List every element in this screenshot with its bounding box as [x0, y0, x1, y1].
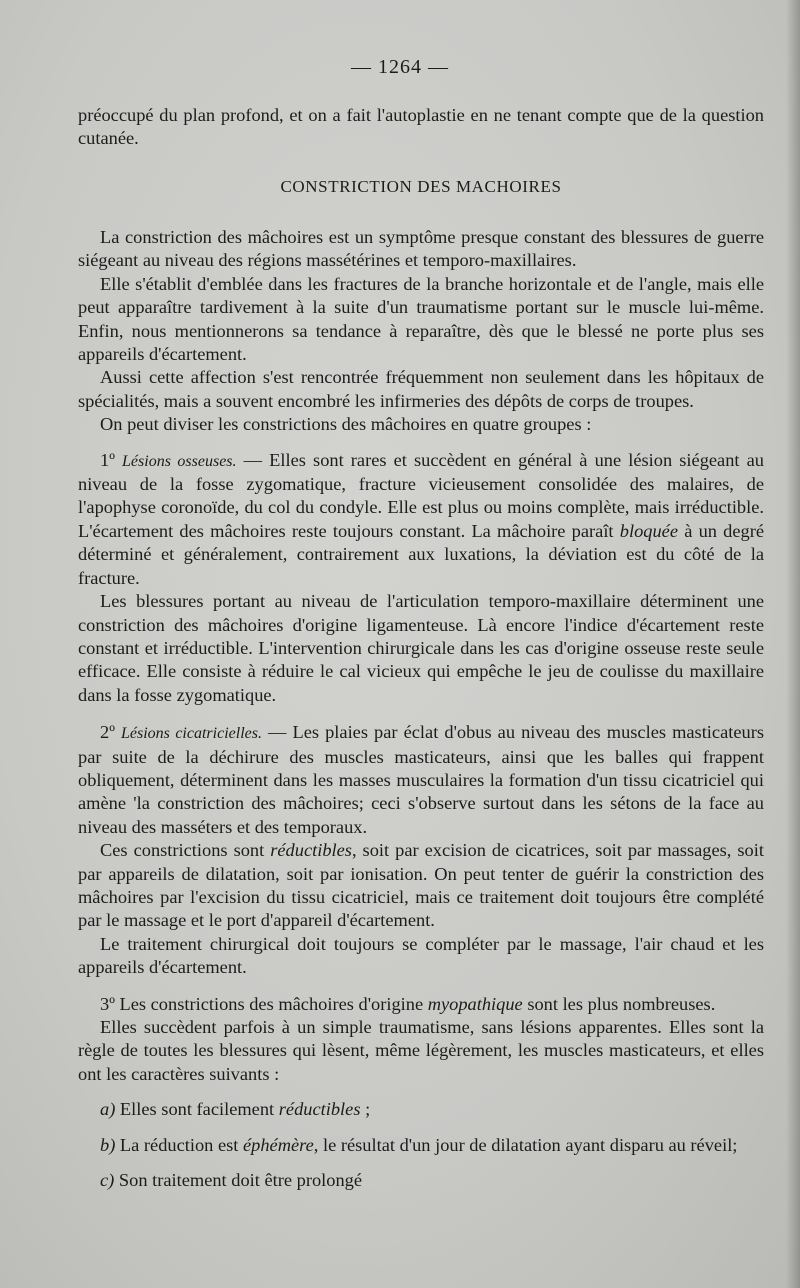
paragraph: Les blessures portant au niveau de l'articulation temporo-maxillaire déterminent une constriction des mâchoires d'origine ligamenteuse. Là encore l'indice d'écartement reste constant et irréductible. L'intervention chirurgicale dans les cas d'origine osseuse reste seule efficace. Elle consiste à réduire le cal vicieux qui empêche le jeu de coulisse du maxillaire dans la fosse zygomatique. [78, 591, 764, 705]
paragraph-text: à un degré déterminé et généralement, contrairement aux luxations, la déviation est du côté de la fracture. [78, 520, 765, 588]
paragraph: Elle s'établit d'emblée dans les fractures de la branche horizontale et de l'angle, mais elle peut apparaître tardivement à la suite d'un traumatisme portant sur le muscle lui-même. Enfin, nous mentionnerons sa tendance à reparaître, dès que le blessé ne porte plus ses appareils d'écartement. [78, 273, 764, 365]
paragraph-text: — Elles sont rares et succèdent en général à une lésion siégeant au niveau de la fosse zygomatique, fracture vicieusement consolidée des malaires, de l'apophyse coronoïde, du col du condyle. Elle est plus ou moins complète, mais irréductible. L'écartement des mâchoires reste toujours constant. La mâchoire paraît [78, 449, 764, 541]
paragraph-text: , le résultat d'un jour de dilatation ayant disparu au réveil; [313, 1134, 738, 1155]
paragraph-text: La réduction est [115, 1134, 243, 1155]
list-label: b) [100, 1134, 116, 1155]
group-3-paragraph [78, 993, 764, 1016]
paragraph-text: Ces constrictions sont [100, 840, 271, 861]
paragraph: On peut diviser les constrictions des mâchoires en quatre groupes : [100, 414, 592, 435]
emphasis: réductibles [270, 840, 352, 861]
paragraph-text: , soit par excision de cicatrices, soit par massages, soit par appareils de dilatation, soit par ionisation. On peut tenter de guérir la constriction des mâchoires par l'excision du tissu cicatriciel, mais ce traitement doit toujours être complété par le massage et le port d'appareil d'écartement. [78, 840, 764, 931]
page-edge-shadow [786, 0, 800, 1288]
paragraph-text: — Les plaies par éclat d'obus au niveau des muscles masticateurs par suite de la déchirure des muscles masticateurs, ainsi que les balles qui frappent obliquement, déterminent dans les masses musculaires la formation d'un tissu cicatriciel qui amène 'la constriction des mâchoires; ceci s'observe surtout dans les sétons de la face au niveau des masséters et des temporaux. [78, 722, 764, 837]
group-2-paragraph [78, 721, 764, 839]
intro-paragraph: préoccupé du plan profond, et on a fait l'autoplastie en ne tenant compte que de la question cutanée. [78, 105, 764, 149]
paragraph-text: Elles sont facilement [115, 1099, 279, 1120]
emphasis: bloquée [619, 520, 678, 541]
group-number: 2º [100, 722, 115, 743]
section-body [78, 226, 764, 1192]
paragraph-text: 3º Les constrictions des mâchoires d'origine [100, 993, 428, 1014]
group-1-paragraph [78, 449, 764, 590]
emphasis: myopathique [427, 993, 523, 1014]
emphasis: éphémère [243, 1134, 314, 1155]
emphasis: réductibles [278, 1099, 361, 1120]
paragraph-text: Son traitement doit être prolongé [114, 1170, 362, 1191]
section-title: CONSTRICTION DES MACHOIRES [280, 177, 562, 196]
list-item-c [78, 1169, 764, 1192]
paragraph: Le traitement chirurgical doit toujours se compléter par le massage, l'air chaud et les appareils d'écartement. [78, 933, 764, 978]
page-number: — 1264 — [351, 56, 449, 78]
paragraph: Aussi cette affection s'est rencontrée fréquemment non seulement dans les hôpitaux de spécialités, mais a souvent encombré les infirmeries des dépôts de corps de troupes. [78, 367, 764, 411]
list-item-b [78, 1134, 764, 1157]
paragraph: La constriction des mâchoires est un symptôme presque constant des blessures de guerre siégeant au niveau des régions massétérines et temporo-maxillaires. [78, 227, 764, 271]
list-item-a [78, 1098, 764, 1121]
group-title: Lésions osseuses. [122, 452, 237, 470]
paragraph: Elles succèdent parfois à un simple traumatisme, sans lésions apparentes. Elles sont la règle de toutes les blessures qui lèsent, même légèrement, les muscles masticateurs, et elles ont les caractères suivants : [78, 1017, 764, 1084]
list-label: a) [100, 1099, 116, 1120]
list-label: c) [100, 1170, 115, 1191]
paragraph [78, 839, 764, 933]
paragraph-text: sont les plus nombreuses. [522, 993, 716, 1014]
group-title: Lésions cicatricielles. [120, 725, 262, 743]
group-number: 1º [100, 449, 115, 470]
paragraph-text: ; [360, 1099, 371, 1120]
